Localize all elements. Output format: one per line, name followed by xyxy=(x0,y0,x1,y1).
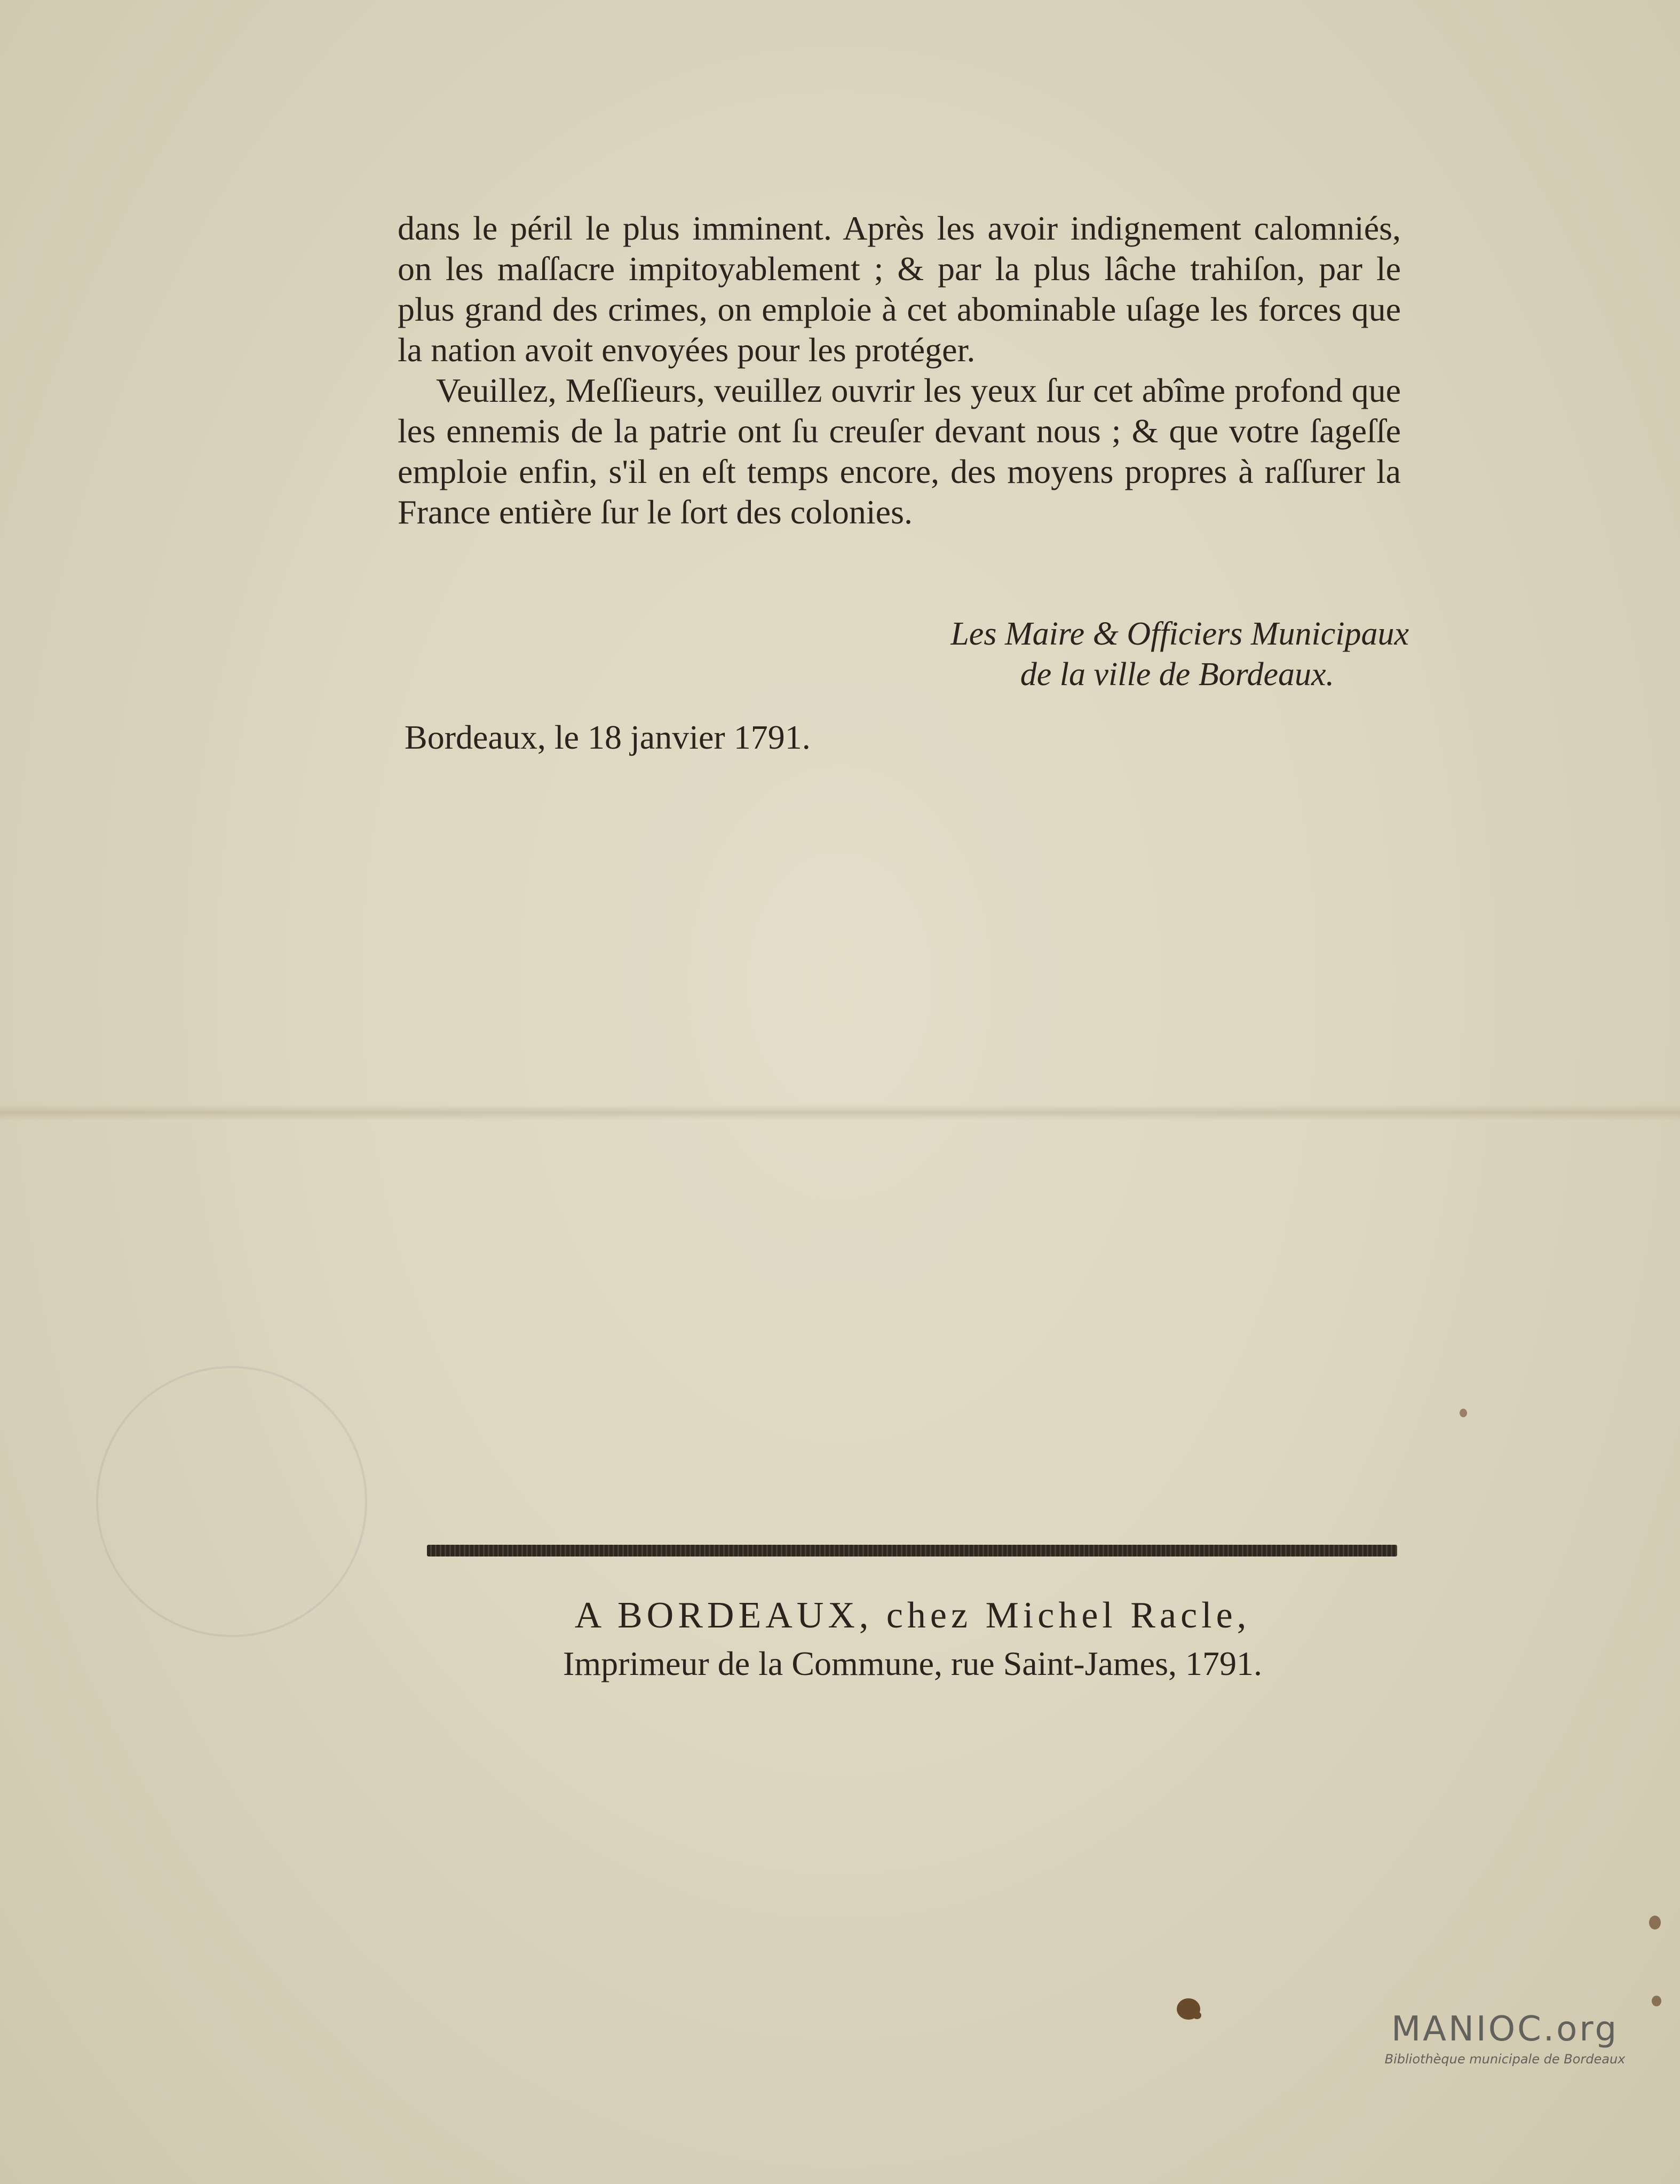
watermark-subtitle: Bibliothèque municipale de Bordeaux xyxy=(1384,2052,1626,2067)
signature-line-2: de la ville de Bordeaux. xyxy=(1020,656,1334,693)
stamp-bleed-through xyxy=(96,1366,367,1637)
paper-fold xyxy=(0,1105,1680,1121)
signature-line-1: Les Maire & Officiers Municipaux xyxy=(950,616,1409,652)
imprint-line-1: A BORDEAUX, chez Michel Racle, xyxy=(574,1595,1251,1636)
foxing-spot xyxy=(1652,1996,1661,2006)
paragraph-1: dans le péril le plus imminent. Après les avoir indignement calomniés, on les maſſacre impitoyablement ; & par la plus lâche trahiſon, par le plus grand des crimes, on emploie à cet abominable uſage les forces que la nation avoit envoyées pour les protéger. xyxy=(398,209,1401,369)
foxing-spot xyxy=(1460,1409,1467,1417)
ink-stain xyxy=(1193,2012,1201,2019)
manioc-watermark xyxy=(1366,2008,1644,2068)
signature-block xyxy=(822,614,1409,695)
dateline: Bordeaux, le 18 janvier 1791. xyxy=(405,718,811,756)
paragraph-2: Veuillez, Meſſieurs, veuillez ouvrir les yeux ſur cet abîme profond que les ennemis de la patrie ont ſu creuſer devant nous ; & que votre ſageſſe emploie enfin, s'il en eſt temps encore, des moyens propres à raſſurer la France entière ſur le ſort des colonies. xyxy=(398,371,1401,531)
imprint-line-2: Imprimeur de la Commune, rue Saint-James, 1791. xyxy=(563,1645,1262,1682)
printer-imprint xyxy=(374,1590,1452,1686)
watermark-title: MANIOC.org xyxy=(1391,2010,1619,2049)
ornamental-rule xyxy=(427,1545,1397,1556)
foxing-spot xyxy=(1649,1916,1661,1929)
body-text xyxy=(398,208,1401,533)
